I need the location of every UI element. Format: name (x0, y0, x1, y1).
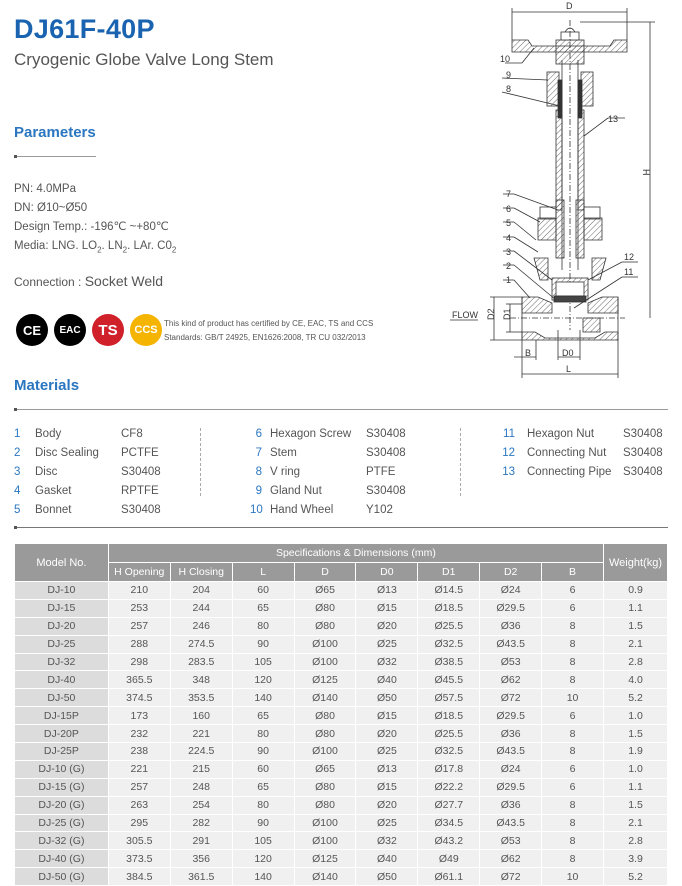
svg-text:D0: D0 (562, 348, 574, 358)
table-row (15, 582, 668, 600)
table-cell: 295 (108, 814, 170, 832)
materials-top-divider (14, 409, 668, 410)
param-connection: Connection : Socket Weld (14, 273, 164, 289)
certification-badges (16, 314, 162, 346)
table-cell: Ø80 (294, 778, 356, 796)
table-cell: 215 (170, 760, 232, 778)
model-cell: DJ-20 (15, 617, 109, 635)
header-h-closing: H Closing (170, 563, 232, 582)
table-cell: 248 (170, 778, 232, 796)
model-cell: DJ-25P (15, 743, 109, 761)
table-cell: Ø15 (356, 599, 418, 617)
ts-mark-icon: TS (92, 314, 124, 346)
table-cell: Ø32.5 (418, 635, 480, 653)
param-pn: PN: 4.0MPa (14, 183, 76, 195)
table-row (15, 796, 668, 814)
table-cell: Ø40 (356, 671, 418, 689)
product-model-title: DJ61F-40P (14, 14, 155, 44)
table-cell: 160 (170, 707, 232, 725)
table-row (15, 778, 668, 796)
material-item: 8 V ring PTFE (255, 465, 396, 478)
header-d1: D1 (418, 563, 480, 582)
table-cell: Ø100 (294, 635, 356, 653)
material-item: 13 Connecting Pipe S30408 (502, 465, 663, 478)
parameters-list (14, 180, 176, 259)
table-cell: Ø72 (480, 689, 542, 707)
table-cell: Ø80 (294, 796, 356, 814)
header-weight: Weight(kg) (603, 544, 667, 582)
table-cell: 8 (542, 796, 604, 814)
table-cell: Ø13 (356, 760, 418, 778)
table-cell: Ø125 (294, 671, 356, 689)
table-cell: 8 (542, 635, 604, 653)
table-cell: 4.0 (603, 671, 667, 689)
table-cell: 105 (232, 653, 294, 671)
table-cell: 384.5 (108, 868, 170, 886)
materials-bottom-divider (14, 527, 668, 528)
model-cell: DJ-50 (15, 689, 109, 707)
param-media: Media: LNG. $LO_2$. $LN_2$. LAr. $C0_2$ (14, 240, 177, 255)
table-row (15, 671, 668, 689)
table-cell: 221 (108, 760, 170, 778)
material-item: 6 Hexagon Screw S30408 (255, 427, 406, 440)
materials-column-1 (14, 424, 161, 519)
table-cell: Ø25.5 (418, 617, 480, 635)
material-item: 1 Body CF8 (14, 427, 143, 440)
table-cell: Ø50 (356, 689, 418, 707)
svg-text:D1: D1 (502, 308, 512, 320)
table-cell: 257 (108, 778, 170, 796)
table-cell: 90 (232, 743, 294, 761)
table-cell: Ø100 (294, 653, 356, 671)
table-cell: 65 (232, 778, 294, 796)
material-item: 3 Disc S30408 (14, 465, 161, 478)
table-cell: 8 (542, 832, 604, 850)
svg-text:B: B (525, 348, 532, 358)
model-cell: DJ-10 (15, 582, 109, 600)
table-cell: Ø80 (294, 599, 356, 617)
table-cell: 10 (542, 868, 604, 886)
table-cell: Ø43.5 (480, 814, 542, 832)
header-l: L (232, 563, 294, 582)
table-cell: Ø32.5 (418, 743, 480, 761)
model-cell: DJ-10 (G) (15, 760, 109, 778)
table-cell: 65 (232, 707, 294, 725)
svg-text:9: 9 (506, 70, 512, 80)
table-cell: Ø36 (480, 725, 542, 743)
material-item: 7 Stem S30408 (255, 446, 406, 459)
material-item: 10 Hand Wheel Y102 (250, 503, 393, 516)
table-cell: Ø20 (356, 796, 418, 814)
model-cell: DJ-25 (15, 635, 109, 653)
table-cell: Ø100 (294, 743, 356, 761)
table-cell: Ø20 (356, 617, 418, 635)
table-row (15, 850, 668, 868)
table-cell: Ø18.5 (418, 707, 480, 725)
table-cell: Ø140 (294, 689, 356, 707)
svg-text:7: 7 (506, 189, 512, 199)
ccs-mark-icon: CCS (130, 314, 162, 346)
table-cell: 348 (170, 671, 232, 689)
table-cell: 1.1 (603, 599, 667, 617)
svg-text:11: 11 (624, 267, 634, 277)
table-cell: 1.0 (603, 707, 667, 725)
material-item: 11 Hexagon Nut S30408 (503, 427, 663, 440)
table-cell: 10 (542, 689, 604, 707)
table-cell: 8 (542, 671, 604, 689)
parameters-divider (14, 156, 96, 157)
table-cell: 1.1 (603, 778, 667, 796)
model-cell: DJ-32 (G) (15, 832, 109, 850)
table-cell: Ø25 (356, 635, 418, 653)
table-cell: Ø61.1 (418, 868, 480, 886)
table-cell: Ø57.5 (418, 689, 480, 707)
header-d: D (294, 563, 356, 582)
table-cell: 288 (108, 635, 170, 653)
table-cell: Ø25 (356, 743, 418, 761)
table-cell: Ø72 (480, 868, 542, 886)
table-row (15, 868, 668, 886)
table-cell: Ø100 (294, 814, 356, 832)
specifications-table (14, 543, 668, 886)
table-row (15, 617, 668, 635)
header-spec-group: Specifications & Dimensions (mm) (108, 544, 603, 563)
materials-column-2 (250, 424, 406, 519)
table-cell: Ø15 (356, 707, 418, 725)
svg-text:H: H (641, 169, 651, 176)
table-cell: 254 (170, 796, 232, 814)
table-cell: 80 (232, 796, 294, 814)
table-cell: Ø49 (418, 850, 480, 868)
table-cell: Ø22.2 (418, 778, 480, 796)
table-row (15, 814, 668, 832)
table-cell: Ø140 (294, 868, 356, 886)
flow-label: FLOW (452, 310, 478, 320)
header-d0: D0 (356, 563, 418, 582)
table-cell: Ø65 (294, 582, 356, 600)
table-cell: 90 (232, 635, 294, 653)
table-cell: 224.5 (170, 743, 232, 761)
svg-text:D2: D2 (486, 308, 496, 320)
materials-column-3 (501, 424, 663, 481)
table-cell: Ø29.5 (480, 778, 542, 796)
table-cell: 283.5 (170, 653, 232, 671)
table-cell: 8 (542, 850, 604, 868)
header-model-no: Model No. (15, 544, 109, 582)
table-cell: Ø27.7 (418, 796, 480, 814)
table-cell: Ø53 (480, 832, 542, 850)
material-item: 5 Bonnet S30408 (14, 503, 161, 516)
table-cell: Ø40 (356, 850, 418, 868)
svg-text:8: 8 (506, 84, 512, 94)
table-cell: Ø25 (356, 814, 418, 832)
table-row (15, 689, 668, 707)
table-cell: 274.5 (170, 635, 232, 653)
table-cell: Ø29.5 (480, 707, 542, 725)
table-cell: Ø20 (356, 725, 418, 743)
table-cell: 2.1 (603, 635, 667, 653)
table-row (15, 635, 668, 653)
table-row (15, 599, 668, 617)
table-cell: Ø62 (480, 850, 542, 868)
table-cell: 1.5 (603, 725, 667, 743)
eac-mark-icon: EAC (54, 314, 86, 346)
table-row (15, 832, 668, 850)
svg-text:2: 2 (506, 261, 512, 271)
certification-text: This kind of product has certified by CE, EAC, TS and CCS Standards: GB/T 24925, EN1626:2008, TR CU 032/2013 (164, 319, 374, 342)
model-cell: DJ-15 (G) (15, 778, 109, 796)
table-cell: Ø43.5 (480, 743, 542, 761)
table-cell: 5.2 (603, 689, 667, 707)
table-cell: Ø65 (294, 760, 356, 778)
table-cell: 60 (232, 582, 294, 600)
model-cell: DJ-40 (G) (15, 850, 109, 868)
table-cell: 263 (108, 796, 170, 814)
model-cell: DJ-40 (15, 671, 109, 689)
table-cell: 291 (170, 832, 232, 850)
table-cell: 2.1 (603, 814, 667, 832)
model-cell: DJ-32 (15, 653, 109, 671)
table-cell: 374.5 (108, 689, 170, 707)
model-cell: DJ-20P (15, 725, 109, 743)
table-cell: Ø100 (294, 832, 356, 850)
table-cell: 1.0 (603, 760, 667, 778)
table-cell: Ø24 (480, 582, 542, 600)
header-h-opening: H Opening (108, 563, 170, 582)
param-design-temp: Design Temp.: -196℃ ~+80℃ (14, 221, 169, 233)
table-cell: 2.8 (603, 832, 667, 850)
table-cell: 238 (108, 743, 170, 761)
materials-column-divider (460, 428, 461, 496)
table-row (15, 743, 668, 761)
svg-text:L: L (566, 364, 572, 374)
table-cell: 253 (108, 599, 170, 617)
table-cell: 282 (170, 814, 232, 832)
parameters-heading: Parameters (14, 124, 96, 141)
table-cell: 8 (542, 743, 604, 761)
table-cell: 298 (108, 653, 170, 671)
table-cell: 305.5 (108, 832, 170, 850)
table-cell: 353.5 (170, 689, 232, 707)
table-cell: 6 (542, 707, 604, 725)
table-cell: Ø13 (356, 582, 418, 600)
valve-cross-section-diagram (440, 0, 682, 386)
svg-text:4: 4 (506, 233, 512, 243)
table-cell: 173 (108, 707, 170, 725)
table-cell: Ø50 (356, 868, 418, 886)
model-cell: DJ-15P (15, 707, 109, 725)
table-cell: Ø36 (480, 796, 542, 814)
model-cell: DJ-20 (G) (15, 796, 109, 814)
table-cell: 257 (108, 617, 170, 635)
table-cell: Ø43.2 (418, 832, 480, 850)
table-cell: Ø125 (294, 850, 356, 868)
table-cell: 356 (170, 850, 232, 868)
header-b: B (542, 563, 604, 582)
materials-list (14, 424, 668, 519)
table-cell: Ø18.5 (418, 599, 480, 617)
table-cell: 5.2 (603, 868, 667, 886)
table-cell: Ø34.5 (418, 814, 480, 832)
svg-text:12: 12 (624, 252, 635, 262)
model-cell: DJ-25 (G) (15, 814, 109, 832)
dim-label-d: D (566, 1, 573, 11)
svg-text:10: 10 (500, 54, 511, 64)
table-cell: 365.5 (108, 671, 170, 689)
table-row (15, 760, 668, 778)
table-cell: 120 (232, 671, 294, 689)
svg-text:1: 1 (506, 275, 512, 285)
table-cell: 140 (232, 868, 294, 886)
table-cell: 120 (232, 850, 294, 868)
table-cell: 8 (542, 814, 604, 832)
table-cell: 0.9 (603, 582, 667, 600)
materials-heading: Materials (14, 377, 80, 394)
table-cell: Ø80 (294, 707, 356, 725)
table-row (15, 725, 668, 743)
table-cell: Ø53 (480, 653, 542, 671)
table-cell: 210 (108, 582, 170, 600)
table-cell: 90 (232, 814, 294, 832)
table-cell: 373.5 (108, 850, 170, 868)
svg-text:3: 3 (506, 247, 512, 257)
table-cell: 221 (170, 725, 232, 743)
specifications-table-body (15, 582, 668, 886)
table-cell: 6 (542, 599, 604, 617)
material-item: 9 Gland Nut S30408 (255, 484, 406, 497)
table-cell: Ø80 (294, 725, 356, 743)
table-cell: 80 (232, 725, 294, 743)
table-cell: Ø43.5 (480, 635, 542, 653)
table-cell: 105 (232, 832, 294, 850)
table-cell: 244 (170, 599, 232, 617)
model-cell: DJ-15 (15, 599, 109, 617)
param-dn: DN: Ø10~Ø50 (14, 202, 88, 214)
materials-column-divider (200, 428, 201, 496)
material-item: 2 Disc Sealing PCTFE (14, 446, 159, 459)
table-cell: 1.5 (603, 617, 667, 635)
table-cell: Ø45.5 (418, 671, 480, 689)
table-cell: 8 (542, 653, 604, 671)
material-item: 4 Gasket RPTFE (14, 484, 159, 497)
table-cell: 1.9 (603, 743, 667, 761)
table-cell: Ø32 (356, 653, 418, 671)
table-cell: Ø14.5 (418, 582, 480, 600)
table-cell: 6 (542, 778, 604, 796)
svg-text:6: 6 (506, 204, 512, 214)
table-cell: Ø17.8 (418, 760, 480, 778)
table-cell: Ø62 (480, 671, 542, 689)
table-cell: 8 (542, 617, 604, 635)
table-row (15, 707, 668, 725)
table-cell: 80 (232, 617, 294, 635)
product-subtitle: Cryogenic Globe Valve Long Stem (14, 50, 274, 69)
table-cell: Ø36 (480, 617, 542, 635)
table-cell: 3.9 (603, 850, 667, 868)
table-cell: 65 (232, 599, 294, 617)
table-cell: 6 (542, 582, 604, 600)
table-cell: Ø29.5 (480, 599, 542, 617)
table-row (15, 653, 668, 671)
svg-text:5: 5 (506, 218, 512, 228)
table-cell: 1.5 (603, 796, 667, 814)
table-cell: Ø80 (294, 617, 356, 635)
material-item: 12 Connecting Nut S30408 (502, 446, 663, 459)
header-d2: D2 (480, 563, 542, 582)
ce-mark-icon: CE (16, 314, 48, 346)
table-cell: Ø24 (480, 760, 542, 778)
table-cell: Ø25.5 (418, 725, 480, 743)
table-cell: 8 (542, 725, 604, 743)
table-cell: Ø38.5 (418, 653, 480, 671)
table-cell: Ø15 (356, 778, 418, 796)
table-cell: 232 (108, 725, 170, 743)
model-cell: DJ-50 (G) (15, 868, 109, 886)
table-cell: Ø32 (356, 832, 418, 850)
svg-text:13: 13 (608, 114, 619, 124)
table-cell: 2.8 (603, 653, 667, 671)
table-cell: 361.5 (170, 868, 232, 886)
table-cell: 204 (170, 582, 232, 600)
table-cell: 140 (232, 689, 294, 707)
table-cell: 6 (542, 760, 604, 778)
table-cell: 246 (170, 617, 232, 635)
table-cell: 60 (232, 760, 294, 778)
